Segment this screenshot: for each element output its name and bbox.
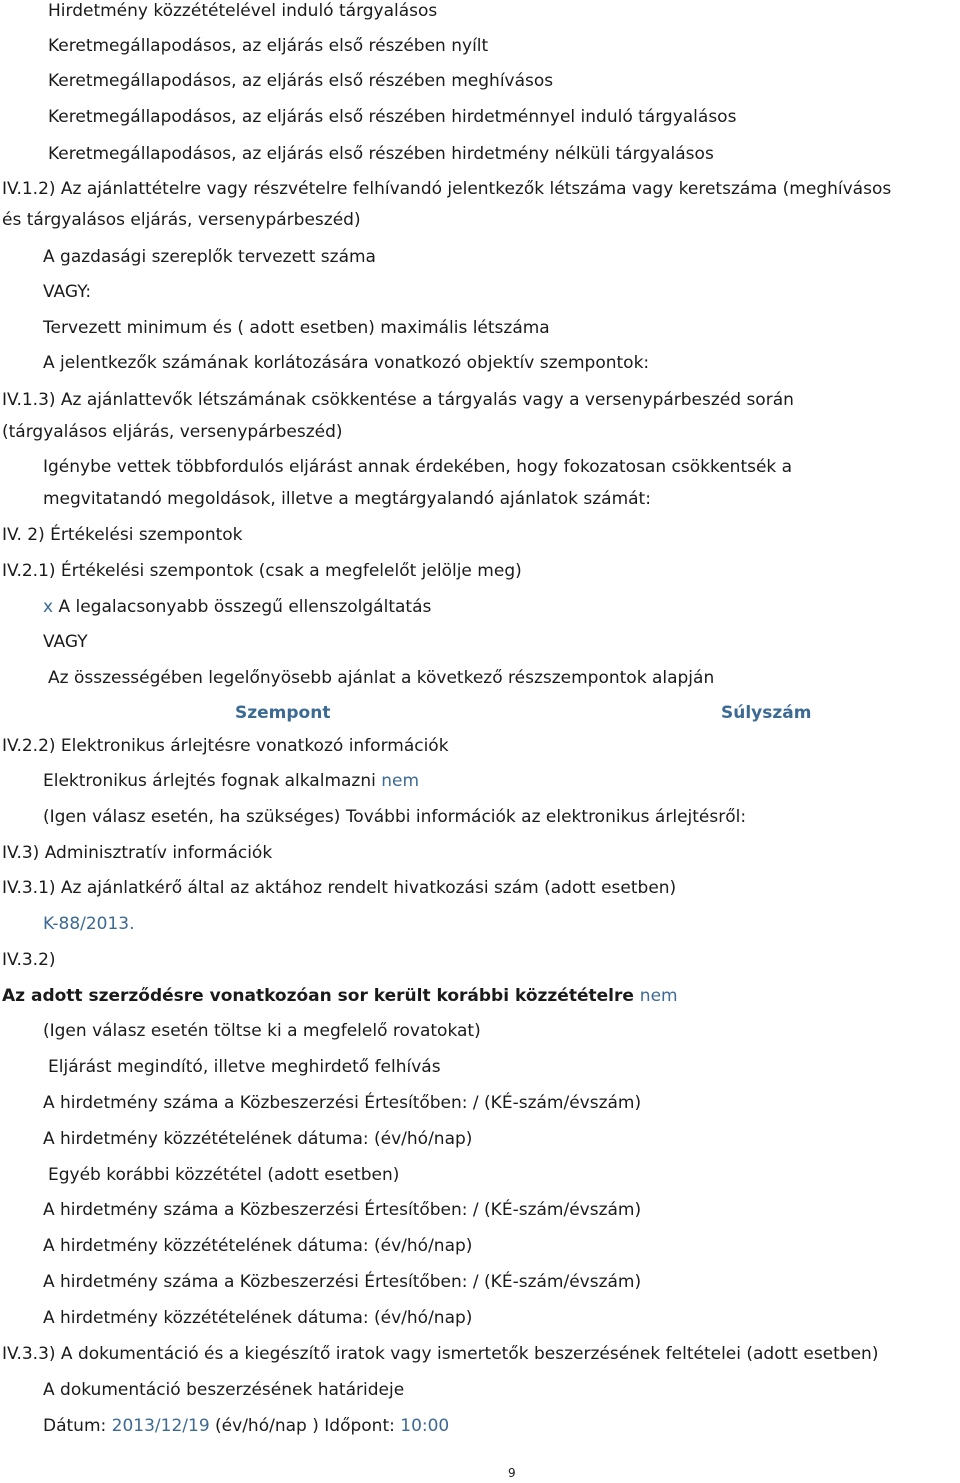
notice-number-2: A hirdetmény száma a Közbeszerzési Értesítőben: / (KÉ-szám/évszám) — [43, 1200, 642, 1220]
or-label: VAGY: — [43, 282, 92, 302]
deadline-row — [43, 1415, 449, 1437]
time-value: 10:00 — [400, 1416, 450, 1436]
other-prior-publication-label: Egyéb korábbi közzététel (adott esetben) — [48, 1165, 400, 1185]
date-value: 2013/12/19 — [111, 1416, 210, 1436]
procedure-type-5: Keretmegállapodásos, az eljárás első részében hirdetmény nélküli tárgyalásos — [48, 144, 714, 164]
selected-mark: x — [43, 597, 54, 617]
section-iv-1-2-heading-cont: és tárgyalásos eljárás, versenypárbeszéd) — [2, 210, 361, 230]
page-number: 9 — [508, 1466, 516, 1480]
section-iv-2-2-heading: IV.2.2) Elektronikus árlejtésre vonatkozó információk — [2, 736, 449, 756]
planned-count-label: A gazdasági szereplők tervezett száma — [43, 247, 376, 267]
objective-criteria-label: A jelentkezők számának korlátozására vonatkozó objektív szempontok: — [43, 353, 650, 373]
best-value-option: Az összességében legelőnyösebb ajánlat a következő részszempontok alapján — [48, 668, 715, 688]
section-iv-3-3-heading: IV.3.3) A dokumentáció és a kiegészítő iratok vagy ismertetők beszerzésének feltételei (adott esetben) — [2, 1344, 879, 1364]
procedure-type-4: Keretmegállapodásos, az eljárás első részében hirdetménnyel induló tárgyalásos — [48, 107, 737, 127]
electronic-auction-info: (Igen válasz esetén, ha szükséges) További információk az elektronikus árlejtésről: — [43, 807, 747, 827]
multi-round-text: Igénybe vettek többfordulós eljárást annak érdekében, hogy fokozatosan csökkentsék a — [43, 457, 793, 477]
prior-publication-value: nem — [639, 986, 678, 1006]
time-label: Időpont: — [324, 1416, 395, 1436]
multi-round-text-cont: megvitatandó megoldások, illetve a megtárgyalandó ajánlatok számát: — [43, 489, 651, 509]
notice-number-3: A hirdetmény száma a Közbeszerzési Értesítőben: / (KÉ-szám/évszám) — [43, 1272, 642, 1292]
fill-note: (Igen válasz esetén töltse ki a megfelelő rovatokat) — [43, 1021, 481, 1041]
date-label: Dátum: — [43, 1416, 107, 1436]
notice-number-1: A hirdetmény száma a Közbeszerzési Értesítőben: / (KÉ-szám/évszám) — [43, 1093, 642, 1113]
lowest-price-option — [43, 596, 431, 618]
electronic-auction-value: nem — [381, 771, 420, 791]
criterion-column-header: Szempont — [235, 703, 331, 723]
electronic-auction-label: Elektronikus árlejtés fognak alkalmazni — [43, 771, 376, 791]
section-iv-2-heading: IV. 2) Értékelési szempontok — [2, 525, 243, 545]
notice-date-2: A hirdetmény közzétételének dátuma: (év/hó/nap) — [43, 1236, 473, 1256]
section-iv-1-3-heading: IV.1.3) Az ajánlattevők létszámának csökkentése a tárgyalás vagy a versenypárbeszéd során — [2, 390, 794, 410]
procedure-type-3: Keretmegállapodásos, az eljárás első részében meghívásos — [48, 71, 554, 91]
section-iv-3-heading: IV.3) Adminisztratív információk — [2, 843, 273, 863]
min-max-label: Tervezett minimum és ( adott esetben) maximális létszáma — [43, 318, 550, 338]
or-label-2: VAGY — [43, 632, 88, 652]
prior-publication-row — [2, 985, 678, 1007]
section-iv-1-2-heading: IV.1.2) Az ajánlattételre vagy részvételre felhívandó jelentkezők létszáma vagy keretszáma (meghívásos — [2, 179, 892, 199]
lowest-price-label: A legalacsonyabb összegű ellenszolgáltatás — [58, 597, 432, 617]
procedure-type-1: Hirdetmény közzétételével induló tárgyalásos — [48, 1, 438, 21]
notice-date-1: A hirdetmény közzétételének dátuma: (év/hó/nap) — [43, 1129, 473, 1149]
doc-deadline-label: A dokumentáció beszerzésének határideje — [43, 1380, 405, 1400]
prior-publication-label: Az adott szerződésre vonatkozóan sor került korábbi közzétételre — [2, 986, 634, 1006]
section-iv-2-1-heading: IV.2.1) Értékelési szempontok (csak a megfelelőt jelölje meg) — [2, 561, 522, 581]
weight-column-header: Súlyszám — [721, 703, 812, 723]
procedure-type-2: Keretmegállapodásos, az eljárás első részében nyílt — [48, 36, 489, 56]
notice-date-3: A hirdetmény közzétételének dátuma: (év/hó/nap) — [43, 1308, 473, 1328]
date-format: (év/hó/nap ) — [215, 1416, 319, 1436]
electronic-auction-row — [43, 770, 419, 792]
section-iv-3-2-heading: IV.3.2) — [2, 950, 56, 970]
section-iv-1-3-heading-cont: (tárgyalásos eljárás, versenypárbeszéd) — [2, 422, 343, 442]
call-notice-label: Eljárást megindító, illetve meghirdető felhívás — [48, 1057, 441, 1077]
reference-number: K-88/2013. — [43, 914, 135, 934]
section-iv-3-1-heading: IV.3.1) Az ajánlatkérő által az aktához rendelt hivatkozási szám (adott esetben) — [2, 878, 677, 898]
